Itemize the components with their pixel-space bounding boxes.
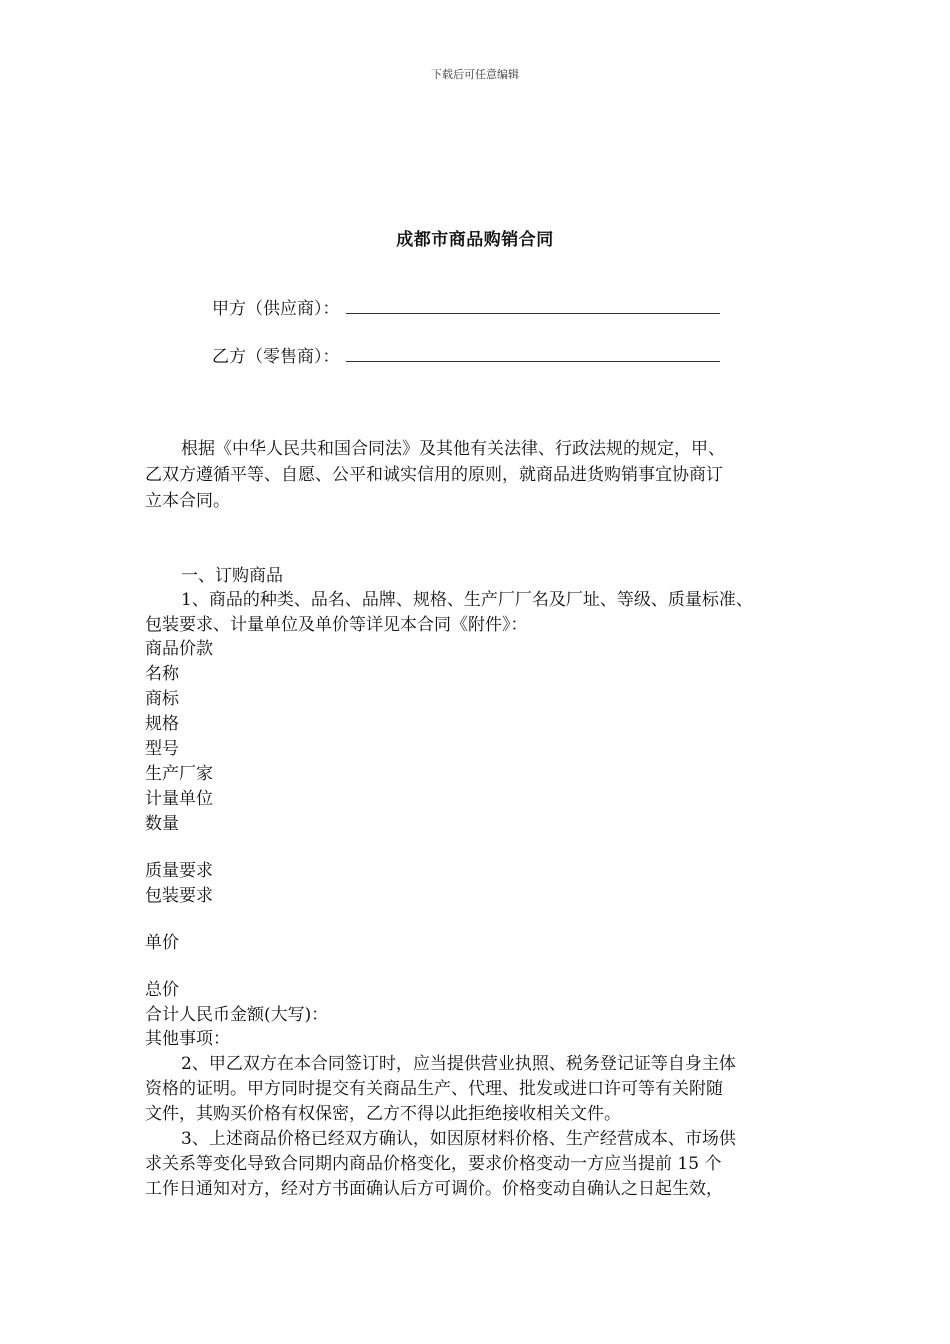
field-manufacturer: 生产厂家 bbox=[145, 764, 213, 784]
party-a-row bbox=[212, 294, 720, 319]
field-model: 型号 bbox=[145, 739, 179, 759]
field-trademark: 商标 bbox=[145, 689, 179, 709]
field-quality: 质量要求 bbox=[145, 861, 213, 881]
party-a-label: 甲方（供应商）： bbox=[212, 299, 340, 319]
clause-3-line-3: 工作日通知对方，经对方书面确认后方可调价。价格变动自确认之日起生效， bbox=[145, 1179, 723, 1199]
field-other: 其他事项： bbox=[145, 1029, 230, 1049]
clause-1-line-1: 1、商品的种类、品名、品牌、规格、生产厂厂名及厂址、等级、质量标准、 bbox=[181, 590, 753, 610]
contract-title: 成都市商品购销合同 bbox=[396, 230, 554, 250]
document-header-note: 下载后可任意编辑 bbox=[431, 68, 519, 81]
field-spec: 规格 bbox=[145, 714, 179, 734]
intro-line-3: 立本合同。 bbox=[145, 491, 230, 511]
field-total-price: 总价 bbox=[145, 980, 179, 1000]
field-unit-price: 单价 bbox=[145, 933, 179, 953]
intro-line-2: 乙双方遵循平等、自愿、公平和诚实信用的原则，就商品进货购销事宜协商订 bbox=[145, 465, 723, 485]
clause-1-line-2: 包装要求、计量单位及单价等详见本合同《附件》： bbox=[145, 615, 528, 635]
party-b-row bbox=[212, 342, 720, 367]
party-a-blank bbox=[346, 299, 720, 314]
clause-2-line-3: 文件，其购买价格有权保密，乙方不得以此拒绝接收相关文件。 bbox=[145, 1104, 621, 1124]
field-name: 名称 bbox=[145, 664, 179, 684]
clause-3-line-1: 3、上述商品价格已经双方确认，如因原材料价格、生产经营成本、市场供 bbox=[181, 1129, 736, 1149]
field-price-section: 商品价款 bbox=[145, 639, 213, 659]
clause-2-line-1: 2、甲乙双方在本合同签订时，应当提供营业执照、税务登记证等自身主体 bbox=[181, 1054, 736, 1074]
field-total-rmb: 合计人民币金额(大写)： bbox=[145, 1005, 329, 1025]
intro-line-1: 根据《中华人民共和国合同法》及其他有关法律、行政法规的规定，甲、 bbox=[181, 439, 725, 459]
field-packaging: 包装要求 bbox=[145, 886, 213, 906]
party-b-label: 乙方（零售商）： bbox=[212, 347, 340, 367]
clause-3-line-2: 求关系等变化导致合同期内商品价格变化，要求价格变动一方应当提前 15 个 bbox=[145, 1154, 722, 1174]
field-quantity: 数量 bbox=[145, 814, 179, 834]
party-b-blank bbox=[346, 347, 720, 362]
field-unit: 计量单位 bbox=[145, 789, 213, 809]
section-1-heading: 一、订购商品 bbox=[181, 566, 283, 586]
clause-2-line-2: 资格的证明。甲方同时提交有关商品生产、代理、批发或进口许可等有关附随 bbox=[145, 1079, 723, 1099]
